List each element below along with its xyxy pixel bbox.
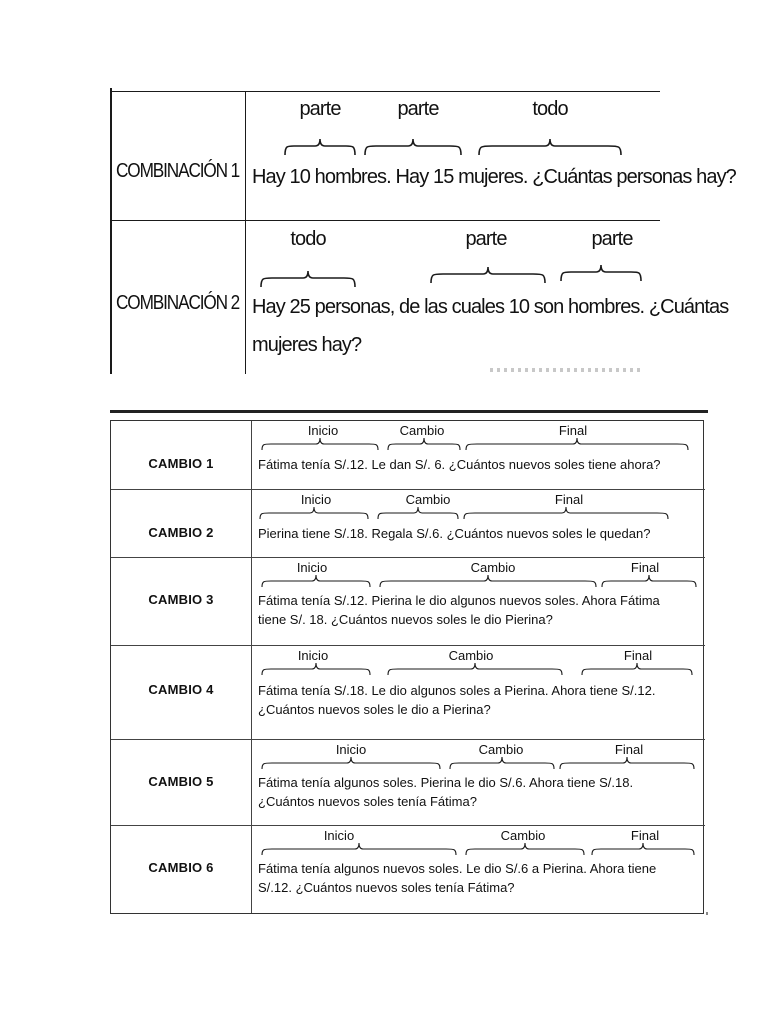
cambio-row-6 [111, 825, 705, 913]
brace-label: Cambio [478, 742, 524, 757]
brace-label: Inicio [307, 423, 339, 438]
curly-brace-icon [260, 270, 356, 288]
curly-brace-icon [377, 506, 459, 520]
brace-label: parte [591, 228, 633, 250]
cambio-table [110, 410, 708, 916]
brace-label: parte [299, 98, 341, 120]
column-divider [245, 92, 246, 374]
row-label: COMBINACIÓN 1 [116, 160, 240, 182]
curly-brace-icon [261, 842, 457, 856]
brace-label: todo [290, 228, 326, 250]
brace-label: Final [558, 423, 588, 438]
column-divider [251, 826, 252, 913]
curly-brace-icon [449, 756, 555, 770]
brace-label: Inicio [297, 648, 329, 663]
curly-brace-icon [559, 756, 695, 770]
curly-brace-icon [478, 138, 622, 156]
problem-text: Fátima tenía S/.18. Le dio algunos soles a Pierina. Ahora tiene S/.12. [258, 683, 656, 698]
curly-brace-icon [601, 574, 697, 588]
cambio-row-5 [111, 739, 705, 825]
curly-brace-icon [465, 842, 585, 856]
problem-text: Hay 10 hombres. Hay 15 mujeres. ¿Cuántas personas hay? [252, 166, 736, 188]
column-divider [251, 740, 252, 825]
row-label: CAMBIO 6 [148, 860, 214, 875]
column-divider [251, 490, 252, 557]
brace-label: Cambio [399, 423, 445, 438]
brace-label: Inicio [296, 560, 328, 575]
curly-brace-icon [261, 756, 441, 770]
problem-text-continued: S/.12. ¿Cuántos nuevos soles tenía Fátima? [258, 880, 515, 895]
brace-label: todo [532, 98, 568, 120]
row-label: CAMBIO 4 [148, 682, 214, 697]
curly-brace-icon [261, 574, 371, 588]
column-divider [251, 646, 252, 739]
table-left-border [110, 88, 112, 374]
row-label: COMBINACIÓN 2 [116, 292, 240, 314]
brace-label: Final [614, 742, 644, 757]
scan-artifact [490, 368, 640, 372]
problem-text: Pierina tiene S/.18. Regala S/.6. ¿Cuántos nuevos soles le quedan? [258, 526, 651, 541]
problem-text-continued: mujeres hay? [252, 334, 362, 356]
brace-label: Cambio [470, 560, 516, 575]
cambio-grid [110, 420, 704, 914]
table-top-rule [110, 410, 708, 413]
row-label: CAMBIO 5 [148, 774, 214, 789]
brace-label: Cambio [405, 492, 451, 507]
scan-artifact [706, 912, 708, 915]
brace-label: Final [630, 828, 660, 843]
brace-label: Inicio [323, 828, 355, 843]
curly-brace-icon [364, 138, 462, 156]
curly-brace-icon [560, 264, 642, 282]
curly-brace-icon [591, 842, 695, 856]
brace-label: Final [630, 560, 660, 575]
curly-brace-icon [387, 662, 563, 676]
row-label: CAMBIO 1 [148, 456, 214, 471]
curly-brace-icon [261, 437, 379, 451]
curly-brace-icon [259, 506, 369, 520]
row-divider [110, 91, 660, 92]
curly-brace-icon [261, 662, 371, 676]
combinacion-table [110, 88, 736, 374]
column-divider [251, 558, 252, 645]
problem-text: Fátima tenía S/.12. Pierina le dio algunos nuevos soles. Ahora Fátima [258, 593, 660, 608]
cambio-row-2 [111, 489, 705, 557]
row-label: CAMBIO 2 [148, 525, 214, 540]
problem-text-continued: ¿Cuántos nuevos soles le dio a Pierina? [258, 702, 491, 717]
brace-label: parte [397, 98, 439, 120]
brace-label: Inicio [335, 742, 367, 757]
cambio-row-3 [111, 557, 705, 645]
brace-label: Final [554, 492, 584, 507]
problem-text: Fátima tenía algunos nuevos soles. Le dio S/.6 a Pierina. Ahora tiene [258, 861, 657, 876]
problem-text: Fátima tenía algunos soles. Pierina le dio S/.6. Ahora tiene S/.18. [258, 775, 634, 790]
curly-brace-icon [465, 437, 689, 451]
column-divider [251, 421, 252, 489]
problem-text: Fátima tenía S/.12. Le dan S/. 6. ¿Cuántos nuevos soles tiene ahora? [258, 457, 661, 472]
curly-brace-icon [284, 138, 356, 156]
row-label: CAMBIO 3 [148, 592, 214, 607]
problem-text: Hay 25 personas, de las cuales 10 son hombres. ¿Cuántas [252, 296, 729, 318]
brace-label: Final [623, 648, 653, 663]
brace-label: Inicio [300, 492, 332, 507]
problem-text-continued: ¿Cuántos nuevos soles tenía Fátima? [258, 794, 477, 809]
curly-brace-icon [387, 437, 461, 451]
brace-label: Cambio [500, 828, 546, 843]
cambio-row-1 [111, 421, 705, 489]
curly-brace-icon [430, 266, 546, 284]
curly-brace-icon [463, 506, 669, 520]
curly-brace-icon [581, 662, 693, 676]
cambio-row-4 [111, 645, 705, 739]
curly-brace-icon [379, 574, 597, 588]
brace-label: Cambio [448, 648, 494, 663]
brace-label: parte [465, 228, 507, 250]
problem-text-continued: tiene S/. 18. ¿Cuántos nuevos soles le dio Pierina? [258, 612, 553, 627]
row-divider [110, 220, 660, 221]
